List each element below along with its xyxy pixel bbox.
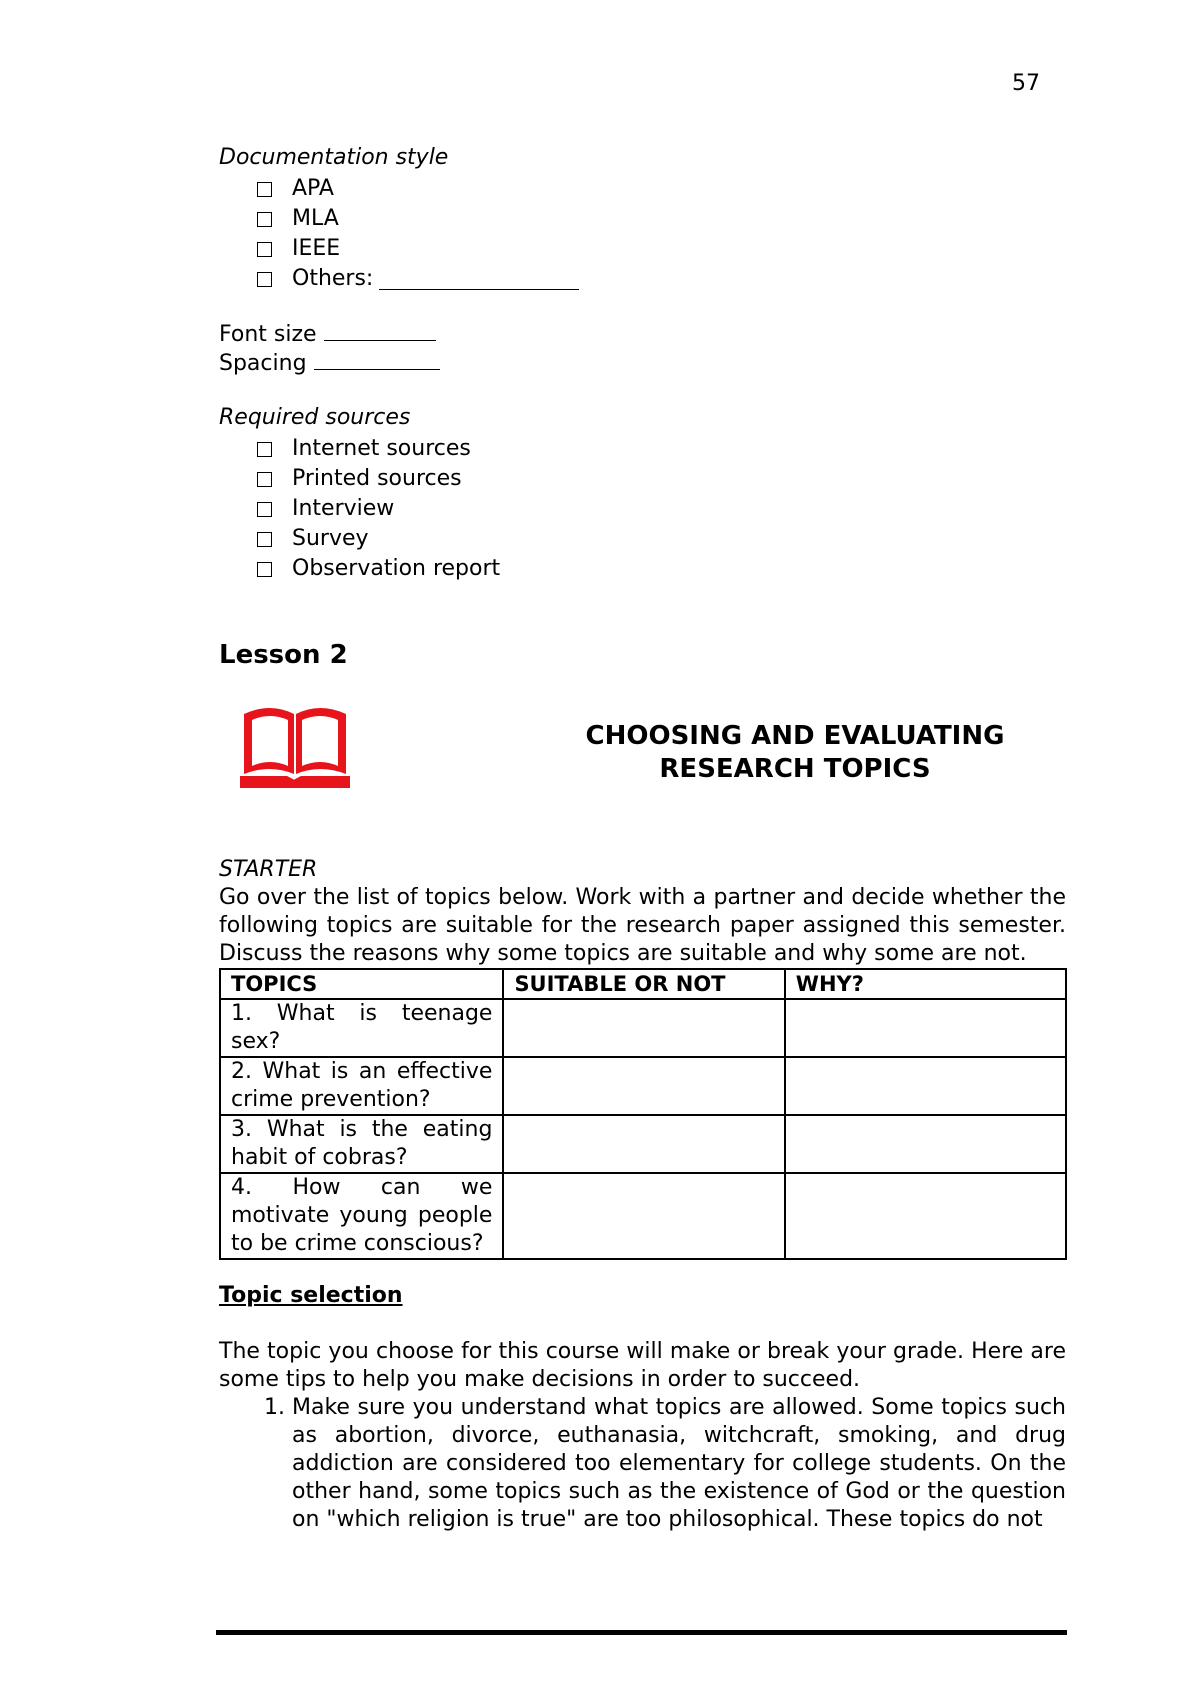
column-header-suitable: SUITABLE OR NOT xyxy=(503,969,784,999)
option-label: APA xyxy=(292,176,334,201)
source-interview[interactable] xyxy=(257,494,1066,524)
option-label: MLA xyxy=(292,206,339,231)
documentation-style-options xyxy=(219,174,1066,294)
table-row xyxy=(220,1173,1066,1259)
source-survey[interactable] xyxy=(257,524,1066,554)
documentation-style-section xyxy=(219,144,1066,294)
table-row xyxy=(220,999,1066,1057)
checkbox-icon[interactable] xyxy=(257,272,272,287)
option-label: Interview xyxy=(292,496,395,521)
option-label: IEEE xyxy=(292,236,341,261)
lesson-label: Lesson 2 xyxy=(219,640,348,670)
topic-cell: 2. What is an effective crime prevention? xyxy=(220,1057,503,1115)
topic-selection-intro: The topic you choose for this course will make or break your grade. Here are some tips to help you make decisions in order to succeed. xyxy=(219,1339,1066,1392)
option-label: Printed sources xyxy=(292,466,462,491)
checkbox-icon[interactable] xyxy=(257,472,272,487)
required-sources-section xyxy=(219,404,1066,584)
font-size-line xyxy=(219,320,1066,349)
tips-list xyxy=(219,1394,1066,1534)
topic-cell: 1. What is teenage sex? xyxy=(220,999,503,1057)
table-header-row xyxy=(220,969,1066,999)
checkbox-icon[interactable] xyxy=(257,442,272,457)
why-cell[interactable] xyxy=(785,999,1066,1057)
checkbox-icon[interactable] xyxy=(257,242,272,257)
why-cell[interactable] xyxy=(785,1057,1066,1115)
suitable-cell[interactable] xyxy=(503,1115,784,1173)
font-size-blank-line[interactable] xyxy=(324,320,436,341)
option-apa[interactable] xyxy=(257,174,1066,204)
option-ieee[interactable] xyxy=(257,234,1066,264)
required-sources-heading: Required sources xyxy=(219,405,411,430)
format-section xyxy=(219,320,1066,378)
source-printed[interactable] xyxy=(257,464,1066,494)
option-label: Survey xyxy=(292,526,369,551)
suitable-cell[interactable] xyxy=(503,1173,784,1259)
option-label: Observation report xyxy=(292,556,501,581)
option-mla[interactable] xyxy=(257,204,1066,234)
others-blank-line[interactable] xyxy=(379,269,579,290)
starter-heading: STARTER xyxy=(219,857,318,882)
topics-table xyxy=(219,968,1067,1260)
checkbox-icon[interactable] xyxy=(257,182,272,197)
book-icon xyxy=(240,704,350,790)
why-cell[interactable] xyxy=(785,1115,1066,1173)
option-label: Others: xyxy=(292,266,374,291)
topic-cell: 4. How can we motivate young people to be crime conscious? xyxy=(220,1173,503,1259)
why-cell[interactable] xyxy=(785,1173,1066,1259)
topic-selection-section xyxy=(219,1282,1066,1534)
lesson-title-line-1: CHOOSING AND EVALUATING xyxy=(585,721,1005,751)
checkbox-icon[interactable] xyxy=(257,212,272,227)
spacing-blank-line[interactable] xyxy=(314,349,440,370)
lesson-title xyxy=(560,720,1030,786)
page-number: 57 xyxy=(1012,71,1040,96)
documentation-style-heading: Documentation style xyxy=(219,145,449,170)
source-observation[interactable] xyxy=(257,554,1066,584)
required-sources-options xyxy=(219,434,1066,584)
spacing-line xyxy=(219,349,1066,378)
table-row xyxy=(220,1115,1066,1173)
table-row xyxy=(220,1057,1066,1115)
topic-selection-heading: Topic selection xyxy=(219,1283,403,1308)
checkbox-icon[interactable] xyxy=(257,502,272,517)
footer-divider xyxy=(216,1630,1067,1635)
checkbox-icon[interactable] xyxy=(257,562,272,577)
option-label: Internet sources xyxy=(292,436,471,461)
list-item: 1. Make sure you understand what topics are allowed. Some topics such as abortion, divorce, euthanasia, witchcraft, smoking, and drug addiction are considered too elementary for college students. On the other hand, some topics such as the existence of God or the question on "which religion is true" are too philosophical. These topics do not xyxy=(292,1394,1066,1534)
column-header-topics: TOPICS xyxy=(220,969,503,999)
suitable-cell[interactable] xyxy=(503,1057,784,1115)
spacing-label: Spacing xyxy=(219,351,307,376)
checkbox-icon[interactable] xyxy=(257,532,272,547)
font-size-label: Font size xyxy=(219,322,317,347)
topic-cell: 3. What is the eating habit of cobras? xyxy=(220,1115,503,1173)
source-internet[interactable] xyxy=(257,434,1066,464)
suitable-cell[interactable] xyxy=(503,999,784,1057)
starter-text: Go over the list of topics below. Work with a partner and decide whether the following topics are suitable for the research paper assigned this semester. Discuss the reasons why some topics are suitable and why some are not. xyxy=(219,885,1066,966)
column-header-why: WHY? xyxy=(785,969,1066,999)
starter-section xyxy=(219,856,1066,968)
lesson-title-line-2: RESEARCH TOPICS xyxy=(659,754,931,784)
option-others[interactable] xyxy=(257,264,1066,294)
